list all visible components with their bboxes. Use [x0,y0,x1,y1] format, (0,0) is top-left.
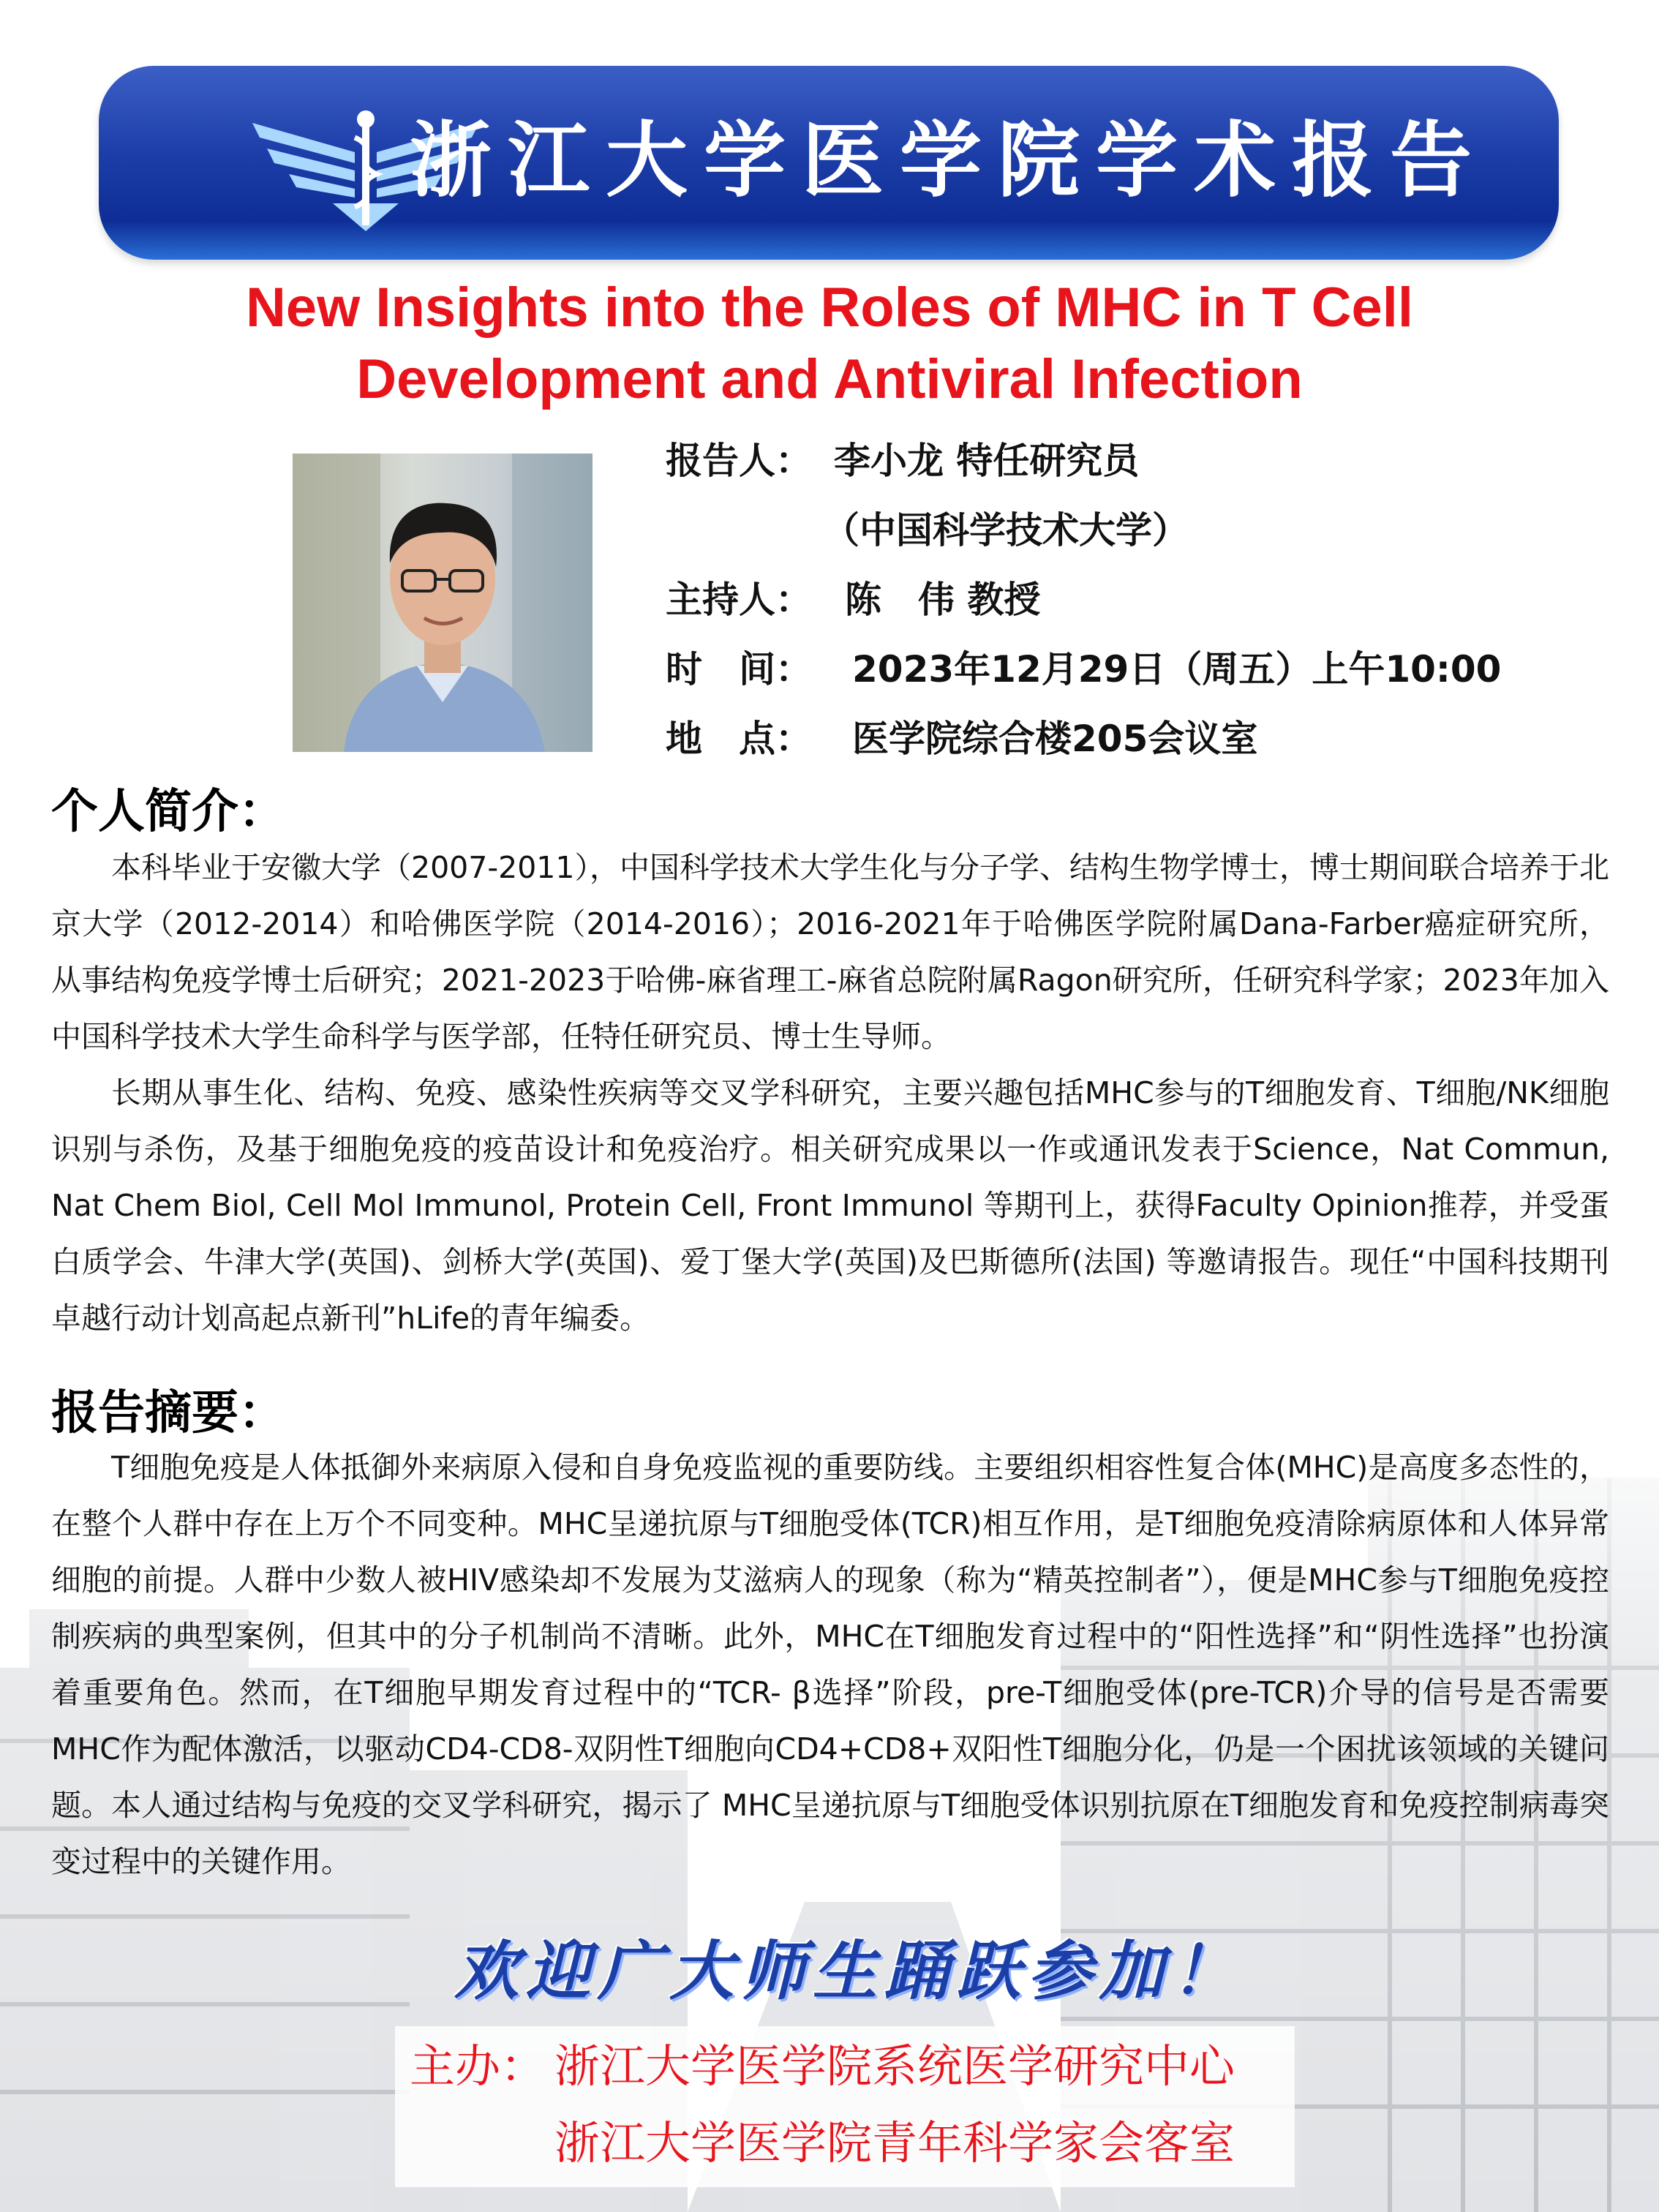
time-value: 2023年12月29日（周五）上午10:00 [852,648,1502,691]
speaker-affiliation: （中国科学技术大学） [823,509,1189,552]
bio-paragraph-1: 本科毕业于安徽大学（2007-2011），中国科学技术大学生化与分子学、结构生物学博士，博士期间联合培养于北京大学（2012-2014）和哈佛医学院（2014-2016）；2016-2021年于哈佛医学院附属Dana-Farber癌症研究所，从事结构免疫学博士后研究；2021-2023于哈佛-麻省理工-麻省总院附属Ragon研究所，任研究科学家；2023年加入中国科学技术大学生命科学与医学部，任特任研究员、博士生导师。 [51,850,1609,1054]
speaker-photo [293,454,592,752]
host-value: 陈 伟 教授 [845,579,1041,621]
abstract-heading: 报告摘要： [51,1386,285,1440]
bio-paragraph-2: 长期从事生化、结构、免疫、感染性疾病等交叉学科研究，主要兴趣包括MHC参与的T细胞发育、T细胞/NK细胞识别与杀伤，及基于细胞免疫的疫苗设计和免疫治疗。相关研究成果以一作或通讯发表于Science，Nat Commun, Nat Chem Biol, Cell Mol Immunol, Protein Cell, Front Immunol 等期刊上，获得Faculty Opinion推荐，并受蛋白质学会、牛津大学(英国)、剑桥大学(英国)、爱丁堡大学(英国)及巴斯德所(法国) 等邀请报告。现任“中国科技期刊卓越行动计划高起点新刊”hLife的青年编委。 [51,1075,1609,1336]
organizer-1: 浙江大学医学院系统医学研究中心 [554,2039,1235,2093]
talk-title [73,272,1586,415]
talk-title-line-1: New Insights into the Roles of MHC in T Cell [245,276,1414,339]
speaker-value: 李小龙 特任研究员 [834,440,1140,482]
time-label: 时 间： [666,648,812,691]
welcome-slogan: 欢迎广大师生踊跃参加！ [454,1933,1243,2009]
abstract-paragraph: T细胞免疫是人体抵御外来病原入侵和自身免疫监视的重要防线。主要组织相容性复合体(MHC)是高度多态性的，在整个人群中存在上万个不同变种。MHC呈递抗原与T细胞受体(TCR)相互作用，是T细胞免疫清除病原体和人体异常细胞的前提。人群中少数人被HIV感染却不发展为艾滋病人的现象（称为“精英控制者”），便是MHC参与T细胞免疫控制疾病的典型案例，但其中的分子机制尚不清晰。此外，MHC在T细胞发育过程中的“阳性选择”和“阴性选择”也扮演着重要角色。然而，在T细胞早期发育过程中的“TCR- β选择”阶段，pre-T细胞受体(pre-TCR)介导的信号是否需要MHC作为配体激活，以驱动CD4-CD8-双阴性T细胞向CD4+CD8+双阳性T细胞分化，仍是一个困扰该领域的关键问题。本人通过结构与免疫的交叉学科研究，揭示了 MHC呈递抗原与T细胞受体识别抗原在T细胞发育和免疫控制病毒突变过程中的关键作用。 [51,1450,1609,1879]
place-label: 地 点： [666,718,812,760]
organizer-2: 浙江大学医学院青年科学家会客室 [554,2116,1235,2170]
speaker-label: 报告人： [666,440,812,482]
place-value: 医学院综合楼205会议室 [852,718,1258,760]
organizer-label: 主办： [410,2039,546,2093]
bio-heading: 个人简介： [51,785,285,839]
host-label: 主持人： [666,579,812,621]
header-banner [99,66,1559,260]
talk-title-line-2: Development and Antiviral Infection [356,348,1303,410]
header-title: 浙江大学医学院学术报告 [410,113,1488,208]
speaker-portrait-icon [293,454,592,752]
